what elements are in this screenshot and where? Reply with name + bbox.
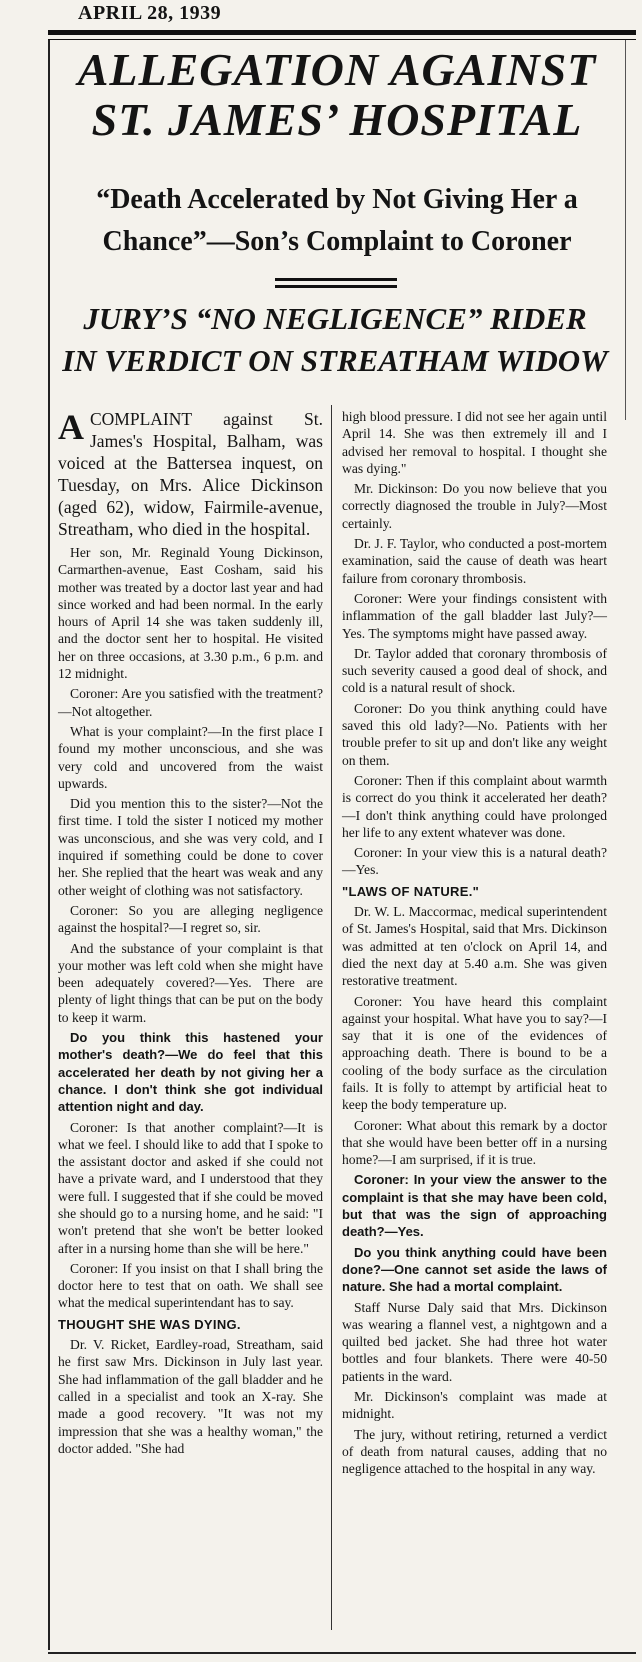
bold-paragraph: Do you think this hastened your mother's death?—We do feel that this accelerated her death by not giving her a chance. I don't think she got individual attention night and day. [58, 1030, 323, 1115]
paragraph: Dr. Taylor added that coronary thrombosis of such severity caused a good deal of shock, and cold is a natural result of shock. [342, 645, 607, 696]
headline-line-2: ST. JAMES’ HOSPITAL [91, 94, 583, 145]
paragraph: Coroner: You have heard this complaint against your hospital. What have you to say?—I say that it is one of the evidences of approaching death. There is bound to be a cooling of the body surface as the circulation fails. It is folly to attempt by artificial heat to keep the body temperature up. [342, 993, 607, 1113]
subdeck-line-1: JURY’S “NO NEGLIGENCE” RIDER [83, 301, 587, 336]
paragraph: Coroner: Then if this complaint about warmth is correct do you think it accelerated her death?—I don't think anything could have prolonged her life to any extent whatever was done. [342, 772, 607, 840]
paragraph: Dr. J. F. Taylor, who conducted a post-mortem examination, said the cause of death was heart failure from coronary thrombosis. [342, 536, 607, 586]
lead-text: COMPLAINT against St. James's Hospital, Balham, was voiced at the Battersea inquest, on Tuesday, on Mrs. Alice Dickinson (aged 62), widow, Fairmile-avenue, Streatham, who died in the hospital. [58, 409, 323, 539]
separator-rule-bottom [275, 285, 397, 288]
paragraph: Coroner: So you are alleging negligence against the hospital?—I regret so, sir. [58, 902, 323, 936]
top-rule-thick [48, 30, 636, 35]
paragraph: Did you mention this to the sister?—Not the first time. I told the sister I noticed my mother was unconscious, and she was very cold, and I inquired if something could be done to cover her. She replied that the heart was weak and any other weight of clothing was not satisfactory. [58, 796, 323, 898]
subdeck-line-2: IN VERDICT ON STREATHAM WIDOW [62, 343, 608, 378]
article-column-right [342, 408, 607, 1481]
dateline: APRIL 28, 1939 [78, 2, 222, 24]
paragraph: high blood pressure. I did not see her again until April 14. She was then extremely ill and I advised her removal to hospital. I thought she was dying." [342, 409, 607, 476]
paragraph: Her son, Mr. Reginald Young Dickinson, Carmarthen-avenue, East Cosham, said his mother was treated by a doctor last year and had since worked and had been normal. In the early hours of April 14 she was taken suddenly ill, and the doctor sent her to hospital. He visited her on three occasions, at 3.30 p.m., 6 p.m. and 12 midnight. [58, 545, 323, 682]
bold-paragraph: Coroner: In your view the answer to the complaint is that she may have been cold, but that was the sign of approaching death?—Yes. [342, 1172, 607, 1240]
left-border [48, 40, 50, 1650]
paragraph: Mr. Dickinson's complaint was made at midnight. [342, 1389, 607, 1422]
article-column-left [58, 408, 323, 1460]
paragraph: Dr. W. L. Maccormac, medical superintendent of St. James's Hospital, said that Mrs. Dickinson was admitted at ten o'clock on April 14, and died the next day at 5.40 a.m. She was given restorative treatment. [342, 904, 607, 989]
paragraph: What is your complaint?—In the first place I found my mother unconscious, and she was very cold and uncovered from the waist upwards. [58, 723, 323, 791]
paragraph: Mr. Dickinson: Do you now believe that you correctly diagnosed the trouble in July?—Most certainly. [342, 481, 607, 531]
deck-line-1: “Death Accelerated by Not Giving Her a [96, 184, 578, 215]
paragraph: Dr. V. Ricket, Eardley-road, Streatham, said he first saw Mrs. Dickinson in July last year. She had inflammation of the gall bladder and he called in a specialist and took an X-ray. She made a good recovery. "It was not my impression that she was a healthy woman," the doctor added. "She had [58, 1337, 323, 1456]
deck-line-2: Chance”—Son’s Complaint to Coroner [102, 226, 572, 257]
paragraph: Coroner: Do you think anything could have saved this old lady?—No. Patients with her trouble prefer to sit up and don't like any weight on them. [342, 700, 607, 768]
drop-cap: A [58, 407, 84, 447]
subhead-laws-of-nature: "LAWS OF NATURE." [342, 883, 480, 899]
column-divider [331, 405, 332, 1630]
top-rule-thin [48, 39, 636, 40]
bottom-rule [48, 1652, 636, 1654]
paragraph: Coroner: In your view this is a natural death?—Yes. [342, 845, 607, 878]
subhead-thought-she-was-dying: THOUGHT SHE WAS DYING. [58, 1316, 241, 1332]
paragraph: The jury, without retiring, returned a verdict of death from natural causes, adding that no negligence attached to the hospital in any way. [342, 1426, 607, 1477]
paragraph: Coroner: Were your findings consistent with inflammation of the gall bladder last July?—Yes. The symptoms might have passed away. [342, 590, 607, 641]
paragraph: Staff Nurse Daly said that Mrs. Dickinson was wearing a flannel vest, a nightgown and a quilted bed jacket. She had three hot water bottles and four blankets. There were 40-50 patients in the ward. [342, 1299, 607, 1384]
separator-rule-top [275, 278, 397, 281]
paragraph: And the substance of your complaint is that your mother was left cold when she might have been adequately covered?—Yes. There are plenty of light things that can be put on the body to keep it warm. [58, 940, 323, 1025]
lead-paragraph [58, 408, 323, 540]
paragraph: Coroner: What about this remark by a doctor that she would have been better off in a nursing home?—I am surprised, if it is true. [342, 1117, 607, 1168]
paragraph: Coroner: Is that another complaint?—It is what we feel. I should like to add that I spoke to the assistant doctor and asked if she could not have a private ward, and I understood that they were full. I suggested that if she could be moved she should go to a nursing home, and he said: "I won't pretend that she won't be better looked after in a nursing home than she will be here." [58, 1119, 323, 1256]
paragraph: Coroner: If you insist on that I shall bring the doctor here to test that on oath. We shall see what the medical superintendant has to say. [58, 1260, 323, 1311]
headline-line-1: ALLEGATION AGAINST [77, 44, 597, 95]
bold-paragraph: Do you think anything could have been done?—One cannot set aside the laws of nature. She had a mortal complaint. [342, 1244, 607, 1295]
paragraph: Coroner: Are you satisfied with the treatment?—Not altogether. [58, 686, 323, 719]
